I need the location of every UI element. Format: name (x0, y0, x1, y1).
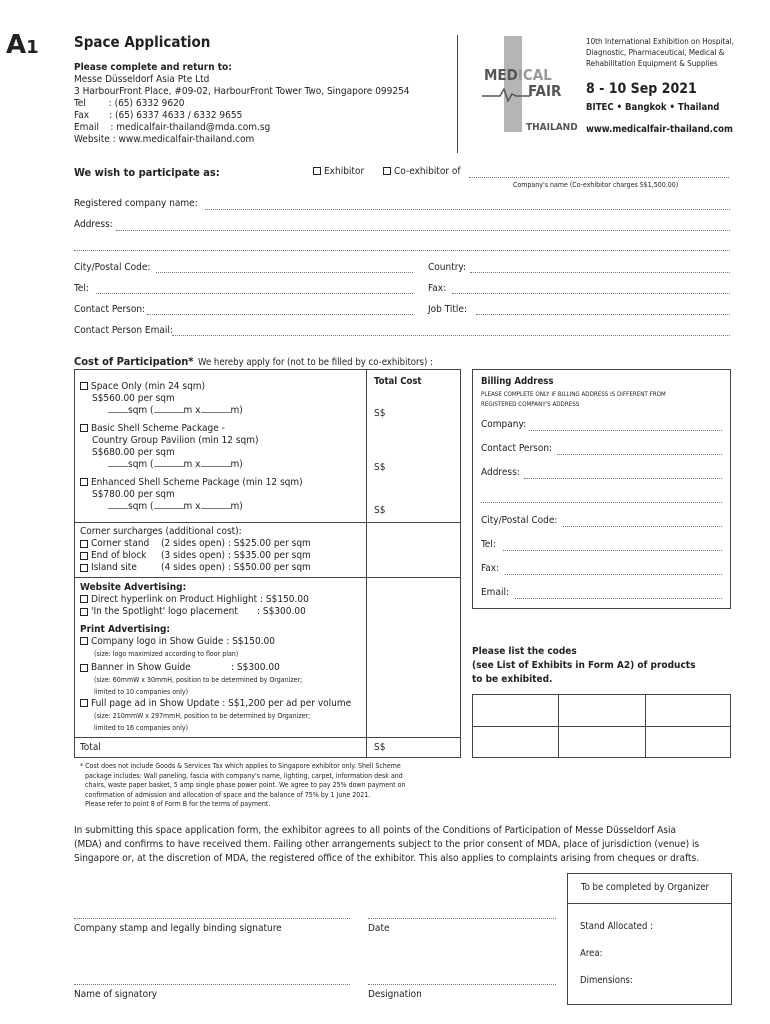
organizer-heading: To be completed by Organizer (581, 882, 709, 893)
print-banner-option[interactable]: Banner in Show Guide : S$300.00 (80, 662, 365, 674)
billing-heading: Billing Address (481, 376, 554, 387)
coexhibitor-option[interactable]: Co-exhibitor of (383, 166, 461, 177)
header-divider (457, 35, 458, 153)
space-only-total[interactable]: S$ (374, 408, 386, 419)
web-hyperlink-checkbox[interactable] (80, 595, 88, 603)
cost-row-line-1 (74, 522, 461, 523)
stamp-signature-field[interactable] (74, 918, 350, 919)
logo-ical: ICAL (517, 66, 552, 84)
return-tel: Tel : (65) 6332 9620 (74, 98, 185, 109)
billing-fax-field[interactable] (505, 574, 722, 575)
web-hyperlink-option[interactable]: Direct hyperlink on Product Highlight : S$150.00 (80, 594, 365, 606)
space-only-dimensions[interactable]: sqm ( m x m) (80, 405, 360, 417)
coexhibitor-note: Company's name (Co-exhibitor charges S$1,500.00) (513, 181, 679, 189)
total-label: Total (80, 742, 101, 753)
return-address: 3 HarbourFront Place, #09-02, HarbourFront Tower Two, Singapore 099254 (74, 86, 410, 97)
space-packages (80, 381, 360, 513)
fax-label: Fax: (428, 283, 447, 294)
web-spotlight-option[interactable]: 'In the Spotlight' logo placement : S$300.00 (80, 606, 365, 618)
stamp-signature-label: Company stamp and legally binding signature (74, 923, 282, 934)
contact-email-label: Contact Person Email: (74, 325, 173, 336)
cost-heading: Cost of Participation* (74, 355, 194, 368)
contact-person-field[interactable] (147, 314, 413, 315)
country-label: Country: (428, 262, 467, 273)
address-label: Address: (74, 219, 113, 230)
billing-address-label: Address: (481, 467, 520, 478)
coexhibitor-checkbox[interactable] (383, 167, 391, 175)
billing-contact-field[interactable] (557, 454, 722, 455)
corner-heading: Corner surcharges (additional cost): (80, 526, 242, 537)
enhanced-shell-option[interactable]: Enhanced Shell Scheme Package (min 12 sqm) (80, 477, 360, 489)
exhibitor-option[interactable]: Exhibitor (313, 166, 364, 177)
return-email: Email : medicalfair-thailand@mda.com.sg (74, 122, 271, 133)
codes-instruction: Please list the codes (see List of Exhibits in Form A2) of products to be exhibited. (472, 646, 696, 685)
logo-med: MED (484, 66, 518, 84)
city-label: City/Postal Code: (74, 262, 151, 273)
organizer-box-header-line (567, 903, 732, 904)
billing-address-field[interactable] (524, 478, 722, 479)
enhanced-shell-price: S$780.00 per sqm (92, 489, 175, 500)
cost-footnote: * Cost does not include Goods & Services Tax which applies to Singapore exhibitor only. Shell Scheme package includes: Wall paneling, fascia with company's name, lighting, carpet, information desk and chairs, waste paper basket, 5 amp single phase power point. We agree to pay 25% down payment on confirmation of admission and allocation of space and the balance of 75% by 1 June 2021. Please refer to point 8 of Form B for the terms of payment. (80, 762, 406, 808)
basic-shell-checkbox[interactable] (80, 424, 88, 432)
corner-surcharges (80, 526, 365, 574)
participate-label: We wish to participate as: (74, 166, 220, 179)
billing-city-label: City/Postal Code: (481, 515, 558, 526)
cost-heading-row (74, 350, 433, 369)
corner-stand-option[interactable]: Corner stand (2 sides open) : S$25.00 per sqm (80, 538, 365, 550)
print-fullpage-option[interactable]: Full page ad in Show Update : S$1,200 per ad per volume (80, 698, 365, 710)
page-title: Space Application (74, 33, 211, 51)
enhanced-shell-dimensions[interactable]: sqm ( m x m) (80, 501, 360, 513)
billing-email-label: Email: (481, 587, 509, 598)
cost-row-line-3 (74, 737, 461, 738)
designation-field[interactable] (368, 984, 556, 985)
billing-fax-label: Fax: (481, 563, 500, 574)
job-title-label: Job Title: (428, 304, 468, 315)
print-fullpage-note-2: limited to 16 companies only) (94, 724, 189, 732)
print-logo-checkbox[interactable] (80, 637, 88, 645)
billing-company-field[interactable] (529, 430, 722, 431)
billing-address-field-2[interactable] (481, 502, 722, 503)
basic-shell-line2: Country Group Pavilion (min 12 sqm) (92, 435, 259, 446)
grand-total[interactable]: S$ (374, 742, 386, 753)
signatory-name-field[interactable] (74, 984, 350, 985)
billing-tel-label: Tel: (481, 539, 496, 550)
tel-field[interactable] (96, 293, 413, 294)
basic-shell-total[interactable]: S$ (374, 462, 386, 473)
print-fullpage-checkbox[interactable] (80, 699, 88, 707)
date-label: Date (368, 923, 390, 934)
end-block-checkbox[interactable] (80, 552, 88, 560)
end-block-option[interactable]: End of block (3 sides open) : S$35.00 per sqm (80, 550, 365, 562)
billing-note: PLEASE COMPLETE ONLY IF BILLING ADDRESS IS DIFFERENT FROM REGISTERED COMPANY'S ADDRESS (481, 391, 666, 408)
basic-shell-dimensions[interactable]: sqm ( m x m) (80, 459, 360, 471)
area-label: Area: (580, 948, 603, 959)
coexhibitor-company-field[interactable] (469, 177, 729, 178)
form-code: A1 (6, 30, 39, 60)
registered-company-field[interactable] (205, 209, 730, 210)
event-venue: BITEC • Bangkok • Thailand (586, 102, 720, 113)
fax-field[interactable] (452, 293, 730, 294)
dimensions-label: Dimensions: (580, 975, 633, 986)
print-banner-note-2: limited to 10 companies only) (94, 688, 189, 696)
return-address-block (74, 62, 410, 146)
enhanced-shell-total[interactable]: S$ (374, 505, 386, 516)
signatory-name-label: Name of signatory (74, 989, 158, 1000)
event-url: www.medicalfair-thailand.com (586, 124, 733, 135)
return-heading: Please complete and return to: (74, 62, 232, 73)
cost-table-divider (366, 369, 367, 758)
billing-contact-label: Contact Person: (481, 443, 553, 454)
date-field[interactable] (368, 918, 556, 919)
exhibitor-checkbox[interactable] (313, 167, 321, 175)
print-banner-checkbox[interactable] (80, 664, 88, 672)
agreement-text: In submitting this space application form, the exhibitor agrees to all points of the Conditions of Participation of Messe Düsseldorf Asia (MDA) and confirms to have received them. Failing other arrangements subject to the prior consent of MDA, place of jurisdiction (venue) is Singapore or, at the discretion of MDA, the registered office of the exhibitor. This also applies to complaints arising from cheques or drafts. (74, 825, 700, 864)
print-banner-note-1: (size: 60mmW x 30mmH, position to be determined by Organizer; (94, 676, 303, 684)
web-ad-heading: Website Advertising: (80, 582, 187, 593)
cost-row-line-2 (74, 577, 461, 578)
medical-fair-logo (482, 36, 577, 136)
city-field[interactable] (156, 272, 413, 273)
web-spotlight-checkbox[interactable] (80, 608, 88, 616)
space-only-checkbox[interactable] (80, 382, 88, 390)
logo-fair: FAIR (528, 82, 562, 100)
basic-shell-option[interactable]: Basic Shell Scheme Package - (80, 423, 360, 435)
basic-shell-price: S$680.00 per sqm (92, 447, 175, 458)
billing-email-field[interactable] (515, 598, 722, 599)
space-only-option[interactable]: Space Only (min 24 sqm) (80, 381, 360, 393)
space-only-price: S$560.00 per sqm (92, 393, 175, 404)
event-dates: 8 - 10 Sep 2021 (586, 81, 697, 97)
billing-city-field[interactable] (563, 526, 722, 527)
billing-tel-field[interactable] (503, 550, 722, 551)
codes-grid-row (472, 726, 731, 727)
print-ad-heading: Print Advertising: (80, 624, 171, 635)
return-website: Website : www.medicalfair-thailand.com (74, 134, 255, 145)
cost-heading-note: We hereby apply for (not to be filled by co-exhibitors) : (198, 357, 433, 368)
print-logo-option[interactable]: Company logo in Show Guide : S$150.00 (80, 636, 365, 648)
island-site-option[interactable]: Island site (4 sides open) : S$50.00 per sqm (80, 562, 365, 574)
print-logo-note: (size: logo maximized according to floor plan) (94, 650, 239, 658)
country-field[interactable] (470, 272, 730, 273)
heartbeat-icon (482, 86, 530, 102)
return-fax: Fax : (65) 6337 4633 / 6332 9655 (74, 110, 243, 121)
print-fullpage-note-1: (size: 210mmW x 297mmH, position to be determined by Organizer; (94, 712, 311, 720)
enhanced-shell-checkbox[interactable] (80, 478, 88, 486)
event-description: 10th International Exhibition on Hospital, Diagnostic, Pharmaceutical, Medical & Rehabilitation Equipment & Supplies (586, 37, 734, 68)
contact-person-label: Contact Person: (74, 304, 146, 315)
advertising-section (80, 582, 365, 734)
contact-email-field[interactable] (172, 335, 730, 336)
stand-allocated-label: Stand Allocated : (580, 921, 653, 932)
total-cost-header: Total Cost (374, 376, 422, 387)
island-site-checkbox[interactable] (80, 564, 88, 572)
address-field[interactable] (116, 230, 730, 231)
registered-company-label: Registered company name: (74, 198, 198, 209)
tel-label: Tel: (74, 283, 89, 294)
corner-stand-checkbox[interactable] (80, 540, 88, 548)
job-title-field[interactable] (476, 314, 730, 315)
billing-company-label: Company: (481, 419, 527, 430)
designation-label: Designation (368, 989, 422, 1000)
address-field-2[interactable] (74, 250, 730, 251)
logo-thailand: THAILAND (526, 122, 578, 133)
return-company: Messe Düsseldorf Asia Pte Ltd (74, 74, 210, 85)
